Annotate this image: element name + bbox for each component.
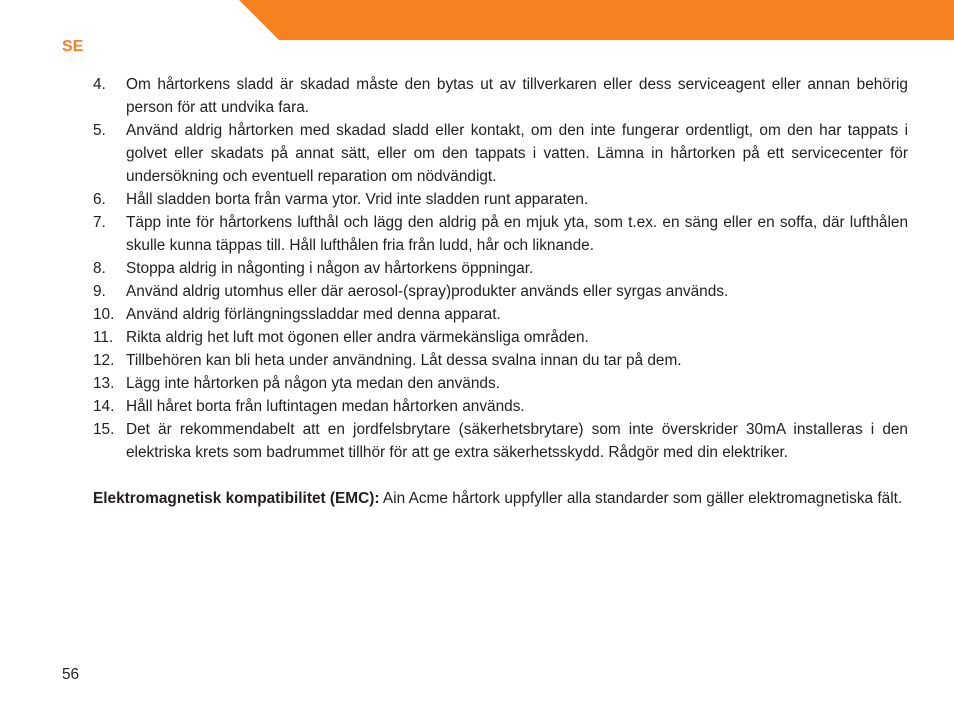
emc-label: Elektromagnetisk kompatibilitet (EMC):	[93, 490, 380, 507]
list-item	[93, 326, 908, 349]
item-text: Håll sladden borta från varma ytor. Vrid inte sladden runt apparaten.	[126, 191, 589, 208]
safety-instructions-list	[93, 73, 908, 464]
item-text: Använd aldrig förlängningssladdar med denna apparat.	[126, 306, 501, 323]
list-item	[93, 280, 908, 303]
item-text: Stoppa aldrig in någonting i någon av hårtorkens öppningar.	[126, 260, 534, 277]
list-item	[93, 257, 908, 280]
emc-paragraph	[93, 487, 908, 510]
item-number: 5.	[93, 122, 106, 139]
item-number: 4.	[93, 76, 106, 93]
list-item	[93, 188, 908, 211]
list-item	[93, 303, 908, 326]
list-item	[93, 418, 908, 464]
item-number: 6.	[93, 191, 106, 208]
list-item	[93, 73, 908, 119]
list-item	[93, 349, 908, 372]
item-text: Använd aldrig utomhus eller där aerosol-(spray)produkter används eller syrgas används.	[126, 283, 729, 300]
item-number: 11.	[93, 329, 114, 346]
item-text: Håll håret borta från luftintagen medan hårtorken används.	[126, 398, 525, 415]
item-text: Det är rekommendabelt att en jordfelsbrytare (säkerhetsbrytare) som inte överskrider 30mA installeras i den elektriska krets som badrummet tillhör för att ge extra säkerhetsskydd. Rådgör med din elektriker.	[126, 421, 908, 461]
list-item	[93, 211, 908, 257]
item-text: Lägg inte hårtorken på någon yta medan den används.	[126, 375, 500, 392]
page-number: 56	[62, 666, 80, 683]
item-text: Tillbehören kan bli heta under användning. Låt dessa svalna innan du tar på dem.	[126, 352, 682, 369]
item-text: Om hårtorkens sladd är skadad måste den bytas ut av tillverkaren eller dess serviceagent eller annan behörig person för att undvika fara.	[126, 76, 908, 116]
list-item	[93, 395, 908, 418]
item-number: 7.	[93, 214, 106, 231]
item-number: 12.	[93, 352, 115, 369]
item-number: 14.	[93, 398, 115, 415]
item-number: 9.	[93, 283, 106, 300]
emc-text: Ain Acme hårtork uppfyller alla standarder som gäller elektromagnetiska fält.	[379, 490, 903, 507]
item-text: Täpp inte för hårtorkens lufthål och lägg den aldrig på en mjuk yta, som t.ex. en säng eller en soffa, där lufthålen skulle kunna täppas till. Håll lufthålen fria från ludd, hår och liknande.	[126, 214, 908, 254]
page-content	[93, 73, 908, 525]
list-item	[93, 119, 908, 188]
section-code: SE	[62, 38, 84, 55]
item-number: 15.	[93, 421, 115, 438]
item-text: Rikta aldrig het luft mot ögonen eller andra värmekänsliga områden.	[126, 329, 589, 346]
item-number: 13.	[93, 375, 115, 392]
header-banner	[239, 0, 954, 40]
item-number: 8.	[93, 260, 106, 277]
item-number: 10.	[93, 306, 115, 323]
list-item	[93, 372, 908, 395]
item-text: Använd aldrig hårtorken med skadad sladd eller kontakt, om den inte fungerar ordentligt, om den har tappats i golvet eller skadats på annat sätt, eller om den tappats i vatten. Lämna in hårtorken på ett servicecenter för undersökning och eventuell reparation om nödvändigt.	[126, 122, 908, 185]
